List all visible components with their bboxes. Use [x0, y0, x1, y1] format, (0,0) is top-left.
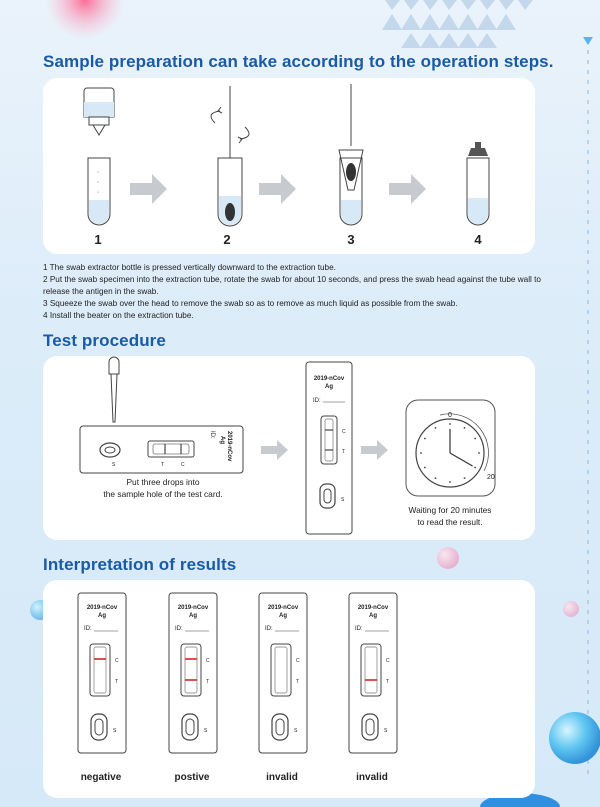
card-id: ID:	[313, 398, 321, 404]
section-title-interpretation: Interpretation of results	[43, 555, 237, 574]
card-sub: Ag	[279, 613, 287, 619]
svg-text:◦: ◦	[97, 190, 100, 196]
caption-drops: Put three drops into the sample hole of the test card.	[103, 477, 223, 499]
step3-squeeze-illustration	[339, 84, 363, 225]
result-label-4: invalid	[356, 772, 388, 783]
caption-wait: Waiting for 20 minutes to read the result.	[408, 505, 492, 527]
instruction-step-4: 4 Install the beater on the extraction tube.	[43, 311, 194, 320]
svg-text:T: T	[206, 679, 210, 685]
svg-text:S: S	[384, 728, 388, 734]
card-name: 2019-nCov	[267, 605, 299, 611]
card-id-rotated: ID:	[209, 431, 215, 439]
card-sub: Ag	[98, 613, 106, 619]
card-id: ID:	[265, 626, 273, 632]
step-number-2: 2	[223, 232, 231, 247]
svg-text:S: S	[341, 497, 345, 503]
result-label-3: invalid	[266, 772, 298, 783]
svg-text:C: C	[342, 429, 346, 435]
svg-text:C: C	[296, 658, 300, 664]
card-name: 2019-nCov	[313, 376, 345, 382]
svg-text:S: S	[294, 728, 298, 734]
section-title-sample-preparation: Sample preparation can take according to the operation steps.	[43, 52, 554, 71]
svg-text:S: S	[113, 728, 117, 734]
card-c-mark: C	[181, 462, 185, 468]
svg-text:C: C	[386, 658, 390, 664]
preparation-instructions	[43, 262, 563, 322]
step4-capped-tube-illustration	[467, 142, 489, 225]
card-sub: Ag	[189, 613, 197, 619]
preparation-steps-illustration	[43, 78, 535, 254]
arrow-icon	[130, 174, 167, 204]
arrow-icon	[259, 174, 296, 204]
svg-text:C: C	[115, 658, 119, 664]
svg-text:◦: ◦	[97, 180, 100, 186]
card-sub: Ag	[369, 613, 377, 619]
card-name-rotated: 2019-nCov	[226, 431, 232, 462]
card-name: 2019-nCov	[177, 605, 209, 611]
arrow-icon	[261, 440, 288, 460]
svg-text:T: T	[296, 679, 300, 685]
result-card-1	[77, 592, 139, 762]
instruction-step-1: 1 The swab extractor bottle is pressed vertically downward to the extraction tube.	[43, 263, 336, 272]
card-id: ID:	[84, 626, 92, 632]
svg-text:T: T	[386, 679, 390, 685]
step2-swab-illustration	[211, 86, 249, 226]
step-number-3: 3	[347, 232, 355, 247]
instruction-step-2: 2 Put the swab specimen into the extraction tube, rotate the swab for about 10 seconds, and press the swab head against the tube wall to release the antigen in the swab.	[43, 275, 541, 296]
card-name: 2019-nCov	[357, 605, 389, 611]
clock-start-label: 0	[448, 412, 452, 419]
svg-text:T: T	[342, 449, 346, 455]
card-t-mark: T	[161, 462, 165, 468]
svg-text:S: S	[204, 728, 208, 734]
interpretation-panel	[43, 580, 535, 798]
instruction-step-3: 3 Squeeze the swab over the head to remove the swab so as to remove as much liquid as possible from the swab.	[43, 299, 458, 308]
svg-text:C: C	[206, 658, 210, 664]
card-id: ID:	[355, 626, 363, 632]
result-label-2: postive	[174, 772, 210, 783]
section-title-test-procedure: Test procedure	[43, 331, 166, 350]
clock-end-label: 20	[487, 474, 495, 481]
result-card-2	[168, 592, 230, 762]
arrow-icon	[389, 174, 426, 204]
step-number-4: 4	[474, 232, 482, 247]
dropper-icon	[109, 357, 119, 422]
step-number-1: 1	[94, 232, 102, 247]
svg-text:T: T	[115, 679, 119, 685]
svg-text:◦: ◦	[97, 170, 100, 176]
card-sub: Ag	[325, 384, 333, 390]
step1-bottle-illustration	[84, 88, 114, 225]
result-label-1: negative	[80, 772, 122, 783]
card-s-mark: S	[112, 462, 116, 468]
result-card-4	[348, 592, 410, 762]
result-card-3	[258, 592, 320, 762]
arrow-icon	[361, 440, 388, 460]
card-sub-rotated: Ag	[219, 436, 225, 444]
card-id: ID:	[175, 626, 183, 632]
sample-preparation-panel	[43, 78, 535, 254]
card-name: 2019-nCov	[86, 605, 118, 611]
test-procedure-panel	[43, 356, 535, 540]
